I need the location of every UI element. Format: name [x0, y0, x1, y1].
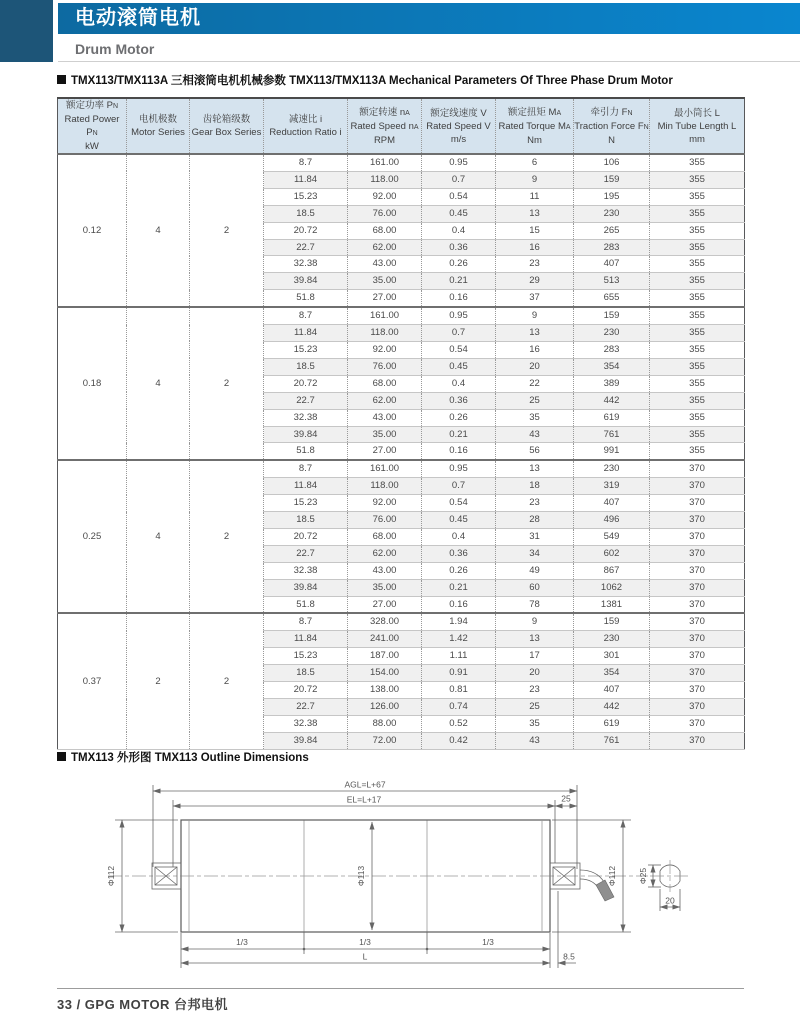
table-cell: 0.36 — [422, 545, 496, 562]
table-cell: 619 — [574, 715, 650, 732]
dim-el-label: EL=L+17 — [346, 794, 382, 805]
table-cell: 283 — [574, 239, 650, 256]
table-cell: 62.00 — [348, 392, 422, 409]
section-title-outline: TMX113 外形图 TMX113 Outline Dimensions — [57, 749, 309, 765]
table-cell: 18.5 — [264, 665, 348, 682]
table-row — [58, 154, 745, 171]
column-header: 牵引力 FN Traction Force FN N — [574, 98, 650, 154]
table-cell: 496 — [574, 512, 650, 529]
table-cell: 355 — [650, 205, 745, 222]
dim-third-1-label: 1/3 — [236, 937, 248, 947]
column-header: 额定线速度 V Rated Speed V m/s — [422, 98, 496, 154]
table-row — [58, 613, 745, 630]
table-cell: 370 — [650, 699, 745, 716]
table-cell: 0.54 — [422, 495, 496, 512]
dim-phi25-label: Φ25 — [638, 867, 648, 885]
table-cell: 25 — [496, 392, 574, 409]
table-cell: 370 — [650, 596, 745, 613]
table-cell: 355 — [650, 409, 745, 426]
table-cell: 230 — [574, 460, 650, 477]
table-cell: 37 — [496, 290, 574, 307]
table-cell: 43 — [496, 732, 574, 749]
column-header: 最小筒长 L Min Tube Length L mm — [650, 98, 745, 154]
table-row — [58, 460, 745, 477]
table-cell: 0.36 — [422, 392, 496, 409]
table-cell: 76.00 — [348, 358, 422, 375]
table-cell: 11.84 — [264, 171, 348, 188]
table-cell: 154.00 — [348, 665, 422, 682]
table-cell: 355 — [650, 307, 745, 324]
table-cell: 9 — [496, 171, 574, 188]
table-cell: 0.26 — [422, 256, 496, 273]
table-cell: 355 — [650, 154, 745, 171]
table-cell: 370 — [650, 478, 745, 495]
table-cell: 389 — [574, 375, 650, 392]
table-cell: 15 — [496, 222, 574, 239]
table-cell: 319 — [574, 478, 650, 495]
table-cell: 355 — [650, 341, 745, 358]
footer-page-info: 33 / GPG MOTOR 台邦电机 — [57, 997, 229, 1011]
table-cell: 28 — [496, 512, 574, 529]
table-cell: 22.7 — [264, 545, 348, 562]
table-head — [58, 98, 745, 154]
table-cell: 159 — [574, 307, 650, 324]
table-cell: 56 — [496, 443, 574, 460]
table-cell: 0.7 — [422, 171, 496, 188]
table-cell: 118.00 — [348, 171, 422, 188]
table-cell: 0.95 — [422, 307, 496, 324]
table-cell: 11.84 — [264, 478, 348, 495]
table-cell: 23 — [496, 682, 574, 699]
table-cell: 355 — [650, 222, 745, 239]
table-cell: 442 — [574, 392, 650, 409]
table-cell: 51.8 — [264, 596, 348, 613]
table-cell: 0.36 — [422, 239, 496, 256]
table-cell: 16 — [496, 239, 574, 256]
dim-85-label: 8.5 — [563, 951, 575, 962]
table-cell: 49 — [496, 562, 574, 579]
table-cell: 230 — [574, 325, 650, 342]
table-cell: 92.00 — [348, 341, 422, 358]
table-cell: 62.00 — [348, 239, 422, 256]
dim-l-label: L — [362, 951, 368, 962]
table-cell: 0.7 — [422, 478, 496, 495]
table-row — [58, 307, 745, 324]
table-cell: 0.81 — [422, 682, 496, 699]
table-cell: 0.7 — [422, 325, 496, 342]
table-cell: 370 — [650, 528, 745, 545]
table-cell: 20.72 — [264, 682, 348, 699]
table-cell: 370 — [650, 732, 745, 749]
table-cell: 27.00 — [348, 443, 422, 460]
table-cell: 60 — [496, 579, 574, 596]
table-cell: 23 — [496, 256, 574, 273]
table-cell: 161.00 — [348, 460, 422, 477]
dim-third-3-label: 1/3 — [482, 937, 494, 947]
table-cell: 355 — [650, 443, 745, 460]
table-cell: 370 — [650, 613, 745, 630]
table-cell: 20 — [496, 665, 574, 682]
merged-cell: 2 — [190, 154, 264, 307]
table-cell: 355 — [650, 273, 745, 290]
table-cell: 602 — [574, 545, 650, 562]
table-cell: 1.11 — [422, 648, 496, 665]
dim-20-label: 20 — [665, 895, 675, 906]
table-cell: 1.42 — [422, 631, 496, 648]
table-cell: 1.94 — [422, 613, 496, 630]
table-cell: 51.8 — [264, 290, 348, 307]
table-cell: 15.23 — [264, 648, 348, 665]
table-cell: 370 — [650, 715, 745, 732]
table-cell: 43 — [496, 426, 574, 443]
table-cell: 92.00 — [348, 495, 422, 512]
table-cell: 355 — [650, 426, 745, 443]
table-cell: 76.00 — [348, 205, 422, 222]
table-cell: 39.84 — [264, 426, 348, 443]
table-cell: 0.26 — [422, 562, 496, 579]
table-cell: 6 — [496, 154, 574, 171]
table-cell: 32.38 — [264, 562, 348, 579]
column-header: 电机极数 Motor Series — [127, 98, 190, 154]
dim-phi113-label: Φ113 — [356, 865, 366, 887]
table-cell: 8.7 — [264, 613, 348, 630]
merged-cell: 2 — [127, 613, 190, 749]
table-cell: 159 — [574, 613, 650, 630]
table-cell: 0.21 — [422, 273, 496, 290]
table-cell: 0.21 — [422, 579, 496, 596]
table-cell: 0.4 — [422, 528, 496, 545]
merged-cell: 4 — [127, 460, 190, 613]
table-cell: 20.72 — [264, 528, 348, 545]
merged-cell: 0.18 — [58, 307, 127, 460]
merged-cell: 4 — [127, 154, 190, 307]
table-cell: 0.54 — [422, 188, 496, 205]
banner-bar — [58, 3, 800, 34]
table-cell: 761 — [574, 732, 650, 749]
table-cell: 328.00 — [348, 613, 422, 630]
column-header: 齿轮箱级数 Gear Box Series — [190, 98, 264, 154]
table-cell: 370 — [650, 682, 745, 699]
table-cell: 18.5 — [264, 358, 348, 375]
table-cell: 991 — [574, 443, 650, 460]
table-cell: 230 — [574, 631, 650, 648]
merged-cell: 2 — [190, 613, 264, 749]
table-cell: 407 — [574, 256, 650, 273]
table-cell: 1381 — [574, 596, 650, 613]
table-cell: 88.00 — [348, 715, 422, 732]
table-cell: 29 — [496, 273, 574, 290]
table-cell: 241.00 — [348, 631, 422, 648]
table-cell: 355 — [650, 358, 745, 375]
table-cell: 0.16 — [422, 443, 496, 460]
footer-divider — [57, 988, 744, 989]
table-cell: 407 — [574, 682, 650, 699]
table-cell: 0.54 — [422, 341, 496, 358]
table-cell: 159 — [574, 171, 650, 188]
table-cell: 370 — [650, 579, 745, 596]
table-cell: 370 — [650, 562, 745, 579]
table-cell: 13 — [496, 205, 574, 222]
table-cell: 161.00 — [348, 307, 422, 324]
table-cell: 22.7 — [264, 239, 348, 256]
parameters-table — [57, 97, 745, 750]
table-cell: 22.7 — [264, 699, 348, 716]
table-cell: 39.84 — [264, 273, 348, 290]
table-cell: 35 — [496, 409, 574, 426]
table-cell: 370 — [650, 495, 745, 512]
table-cell: 25 — [496, 699, 574, 716]
table-cell: 15.23 — [264, 188, 348, 205]
table-cell: 9 — [496, 613, 574, 630]
table-cell: 13 — [496, 325, 574, 342]
table-cell: 0.21 — [422, 426, 496, 443]
table-cell: 0.95 — [422, 154, 496, 171]
table-cell: 370 — [650, 665, 745, 682]
table-cell: 0.16 — [422, 290, 496, 307]
table-cell: 355 — [650, 290, 745, 307]
table-cell: 0.26 — [422, 409, 496, 426]
table-cell: 161.00 — [348, 154, 422, 171]
table-cell: 355 — [650, 325, 745, 342]
dim-third-2-label: 1/3 — [359, 937, 371, 947]
table-cell: 23 — [496, 495, 574, 512]
table-cell: 0.4 — [422, 375, 496, 392]
table-cell: 18.5 — [264, 205, 348, 222]
merged-cell: 0.25 — [58, 460, 127, 613]
table-cell: 106 — [574, 154, 650, 171]
table-cell: 11.84 — [264, 631, 348, 648]
merged-cell: 2 — [190, 307, 264, 460]
table-cell: 1062 — [574, 579, 650, 596]
header-row — [58, 98, 745, 154]
table-cell: 8.7 — [264, 307, 348, 324]
table-body — [58, 154, 745, 749]
table-cell: 138.00 — [348, 682, 422, 699]
table-cell: 22.7 — [264, 392, 348, 409]
table-cell: 354 — [574, 665, 650, 682]
page-subtitle: Drum Motor — [75, 41, 155, 57]
table-cell: 92.00 — [348, 188, 422, 205]
column-header: 额定扭矩 MA Rated Torque MA Nm — [496, 98, 574, 154]
table-cell: 27.00 — [348, 596, 422, 613]
table-cell: 43.00 — [348, 562, 422, 579]
table-cell: 0.42 — [422, 732, 496, 749]
banner-accent-square — [0, 0, 53, 62]
table-cell: 370 — [650, 631, 745, 648]
header-divider — [58, 61, 800, 62]
table-cell: 32.38 — [264, 409, 348, 426]
table-cell: 370 — [650, 545, 745, 562]
table-cell: 442 — [574, 699, 650, 716]
table-cell: 118.00 — [348, 478, 422, 495]
dim-25-label: 25 — [561, 793, 571, 804]
table-cell: 301 — [574, 648, 650, 665]
section-title-parameters: TMX113/TMX113A 三相滚筒电机机械参数 TMX113/TMX113A Mechanical Parameters Of Three Phase Drum Motor — [57, 72, 673, 88]
table-cell: 549 — [574, 528, 650, 545]
table-cell: 39.84 — [264, 732, 348, 749]
table-cell: 9 — [496, 307, 574, 324]
table-cell: 31 — [496, 528, 574, 545]
table-cell: 15.23 — [264, 341, 348, 358]
table-cell: 370 — [650, 512, 745, 529]
table-cell: 17 — [496, 648, 574, 665]
column-header: 额定转速 nA Rated Speed nA RPM — [348, 98, 422, 154]
merged-cell: 0.12 — [58, 154, 127, 307]
column-header: 额定功率 PN Rated Power PN kW — [58, 98, 127, 154]
bullet-square-icon — [57, 752, 66, 761]
table-cell: 355 — [650, 375, 745, 392]
table-cell: 34 — [496, 545, 574, 562]
table-cell: 22 — [496, 375, 574, 392]
table-cell: 370 — [650, 648, 745, 665]
table-cell: 126.00 — [348, 699, 422, 716]
table-cell: 354 — [574, 358, 650, 375]
table-cell: 867 — [574, 562, 650, 579]
dim-phi112-left-label: Φ112 — [106, 865, 116, 887]
table-cell: 68.00 — [348, 528, 422, 545]
table-cell: 0.52 — [422, 715, 496, 732]
table-cell: 355 — [650, 256, 745, 273]
table-cell: 68.00 — [348, 375, 422, 392]
table-cell: 13 — [496, 631, 574, 648]
table-cell: 18.5 — [264, 512, 348, 529]
bullet-square-icon — [57, 75, 66, 84]
table-cell: 11.84 — [264, 325, 348, 342]
table-cell: 118.00 — [348, 325, 422, 342]
table-cell: 761 — [574, 426, 650, 443]
table-cell: 283 — [574, 341, 650, 358]
table-cell: 78 — [496, 596, 574, 613]
table-cell: 35 — [496, 715, 574, 732]
table-cell: 43.00 — [348, 409, 422, 426]
column-header: 减速比 i Reduction Ratio i — [264, 98, 348, 154]
table-cell: 0.74 — [422, 699, 496, 716]
merged-cell: 4 — [127, 307, 190, 460]
table-cell: 8.7 — [264, 460, 348, 477]
table-cell: 20.72 — [264, 375, 348, 392]
table-cell: 0.16 — [422, 596, 496, 613]
table-cell: 195 — [574, 188, 650, 205]
dim-agl-label: AGL=L+67 — [344, 779, 386, 790]
table-cell: 35.00 — [348, 579, 422, 596]
table-cell: 13 — [496, 460, 574, 477]
outline-diagram — [0, 770, 800, 982]
table-cell: 407 — [574, 495, 650, 512]
table-cell: 0.4 — [422, 222, 496, 239]
table-cell: 62.00 — [348, 545, 422, 562]
table-cell: 8.7 — [264, 154, 348, 171]
table-cell: 0.45 — [422, 512, 496, 529]
table-cell: 355 — [650, 188, 745, 205]
table-cell: 16 — [496, 341, 574, 358]
table-cell: 370 — [650, 460, 745, 477]
table-cell: 355 — [650, 392, 745, 409]
table-cell: 11 — [496, 188, 574, 205]
table-cell: 0.45 — [422, 205, 496, 222]
table-cell: 0.95 — [422, 460, 496, 477]
table-cell: 513 — [574, 273, 650, 290]
table-cell: 355 — [650, 239, 745, 256]
merged-cell: 2 — [190, 460, 264, 613]
table-cell: 265 — [574, 222, 650, 239]
table-cell: 355 — [650, 171, 745, 188]
table-cell: 655 — [574, 290, 650, 307]
table-cell: 20.72 — [264, 222, 348, 239]
table-cell: 18 — [496, 478, 574, 495]
table-cell: 27.00 — [348, 290, 422, 307]
dim-phi112-right-label: Φ112 — [607, 865, 617, 887]
table-cell: 51.8 — [264, 443, 348, 460]
table-cell: 68.00 — [348, 222, 422, 239]
table-cell: 187.00 — [348, 648, 422, 665]
table-cell: 39.84 — [264, 579, 348, 596]
table-cell: 619 — [574, 409, 650, 426]
table-cell: 35.00 — [348, 426, 422, 443]
table-cell: 15.23 — [264, 495, 348, 512]
table-cell: 0.45 — [422, 358, 496, 375]
table-cell: 32.38 — [264, 715, 348, 732]
table-cell: 0.91 — [422, 665, 496, 682]
page-title: 电动滚筒电机 — [75, 7, 201, 29]
table-cell: 43.00 — [348, 256, 422, 273]
table-cell: 230 — [574, 205, 650, 222]
table-cell: 76.00 — [348, 512, 422, 529]
table-cell: 20 — [496, 358, 574, 375]
table-cell: 32.38 — [264, 256, 348, 273]
table-cell: 35.00 — [348, 273, 422, 290]
table-cell: 72.00 — [348, 732, 422, 749]
merged-cell: 0.37 — [58, 613, 127, 749]
